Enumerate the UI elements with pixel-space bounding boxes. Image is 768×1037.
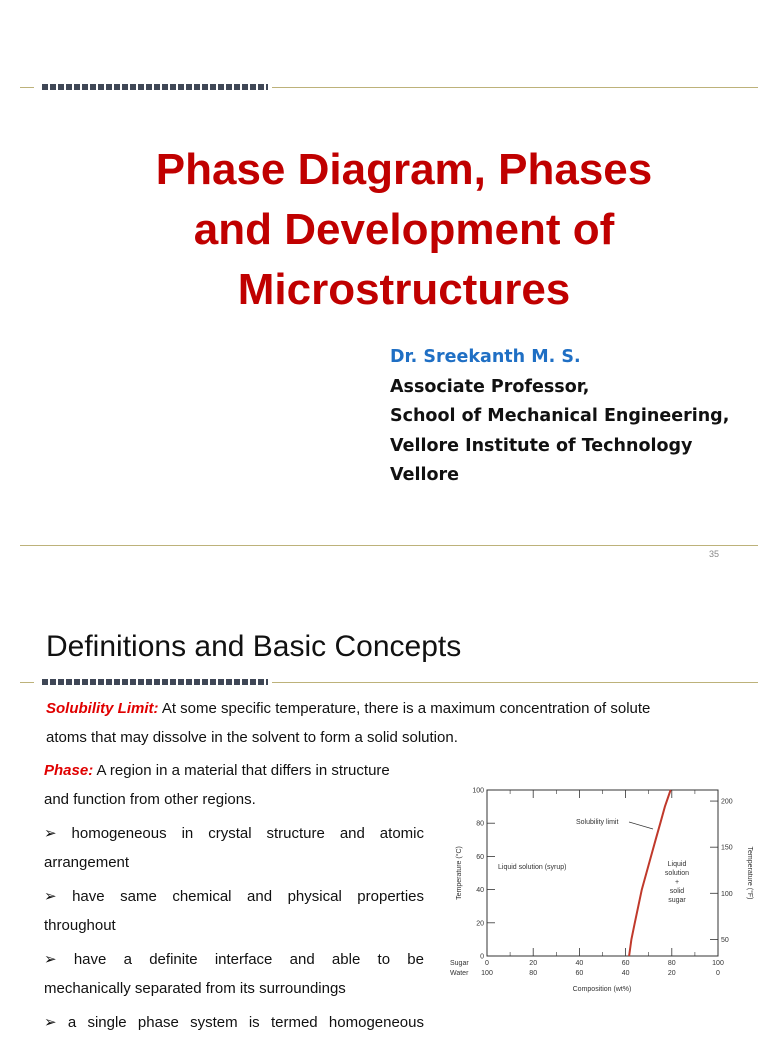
- slide-heading: Definitions and Basic Concepts: [46, 630, 462, 663]
- bullet-4: [44, 1008, 424, 1037]
- solubility-line-1: [46, 694, 726, 723]
- bullet-1-line-2: arrangement: [44, 854, 130, 871]
- x-tick-label-water: 40: [621, 970, 630, 977]
- solubility-paragraph: [46, 694, 726, 752]
- author-school: School of Mechanical Engineering,: [390, 406, 730, 426]
- x-tick-label-sugar: 60: [621, 960, 630, 967]
- author-city: Vellore: [390, 465, 459, 485]
- heading-rule-left: [20, 682, 34, 683]
- y-tick-label: 40: [476, 887, 484, 895]
- x-tick-label-water: 80: [529, 970, 538, 977]
- author-institute: Vellore Institute of Technology: [390, 435, 693, 456]
- y-right-tick-label: 50: [721, 936, 729, 944]
- y-right-tick-label: 100: [721, 890, 733, 898]
- solubility-term: Solubility Limit:: [46, 700, 159, 717]
- top-rule-left: [20, 87, 34, 88]
- bullet-2-line-2: throughout: [44, 917, 116, 934]
- slide-title: [0, 140, 768, 320]
- liquid-region-label: Liquid solution (syrup): [498, 864, 567, 871]
- x-row-label-sugar: Sugar: [450, 960, 469, 967]
- x-tick-label-sugar: 100: [712, 960, 724, 967]
- x-tick-label-water: 60: [575, 970, 584, 977]
- two-phase-region-label: [665, 861, 689, 904]
- y-tick-label: 0: [480, 953, 484, 961]
- y-tick-label: 80: [476, 820, 484, 828]
- y-tick-label: 100: [472, 787, 484, 795]
- x-axis-label: Composition (wt%): [572, 986, 632, 993]
- phase-paragraph: [44, 756, 424, 814]
- bullet-3: [44, 945, 424, 1003]
- two-phase-label-line-2: solution: [664, 870, 690, 877]
- x-tick-label-water: 0: [716, 970, 720, 977]
- heading-dash-bar: [42, 679, 268, 685]
- x-tick-label-water: 20: [667, 970, 676, 977]
- two-phase-label-line-1: Liquid: [667, 861, 687, 868]
- bullet-4-line-1: ➢ a single phase system is termed homogeneous: [44, 1014, 424, 1031]
- y-right-axis-label: Temperature (°F): [746, 846, 753, 900]
- bullet-list: [44, 819, 424, 1037]
- author-block: [390, 343, 729, 491]
- x-tick-label-sugar: 80: [667, 960, 676, 967]
- bullet-2-line-1: ➢ have same chemical and physical properties: [44, 888, 424, 905]
- title-line-2: and Development of: [193, 205, 615, 254]
- solubility-phase-diagram: [440, 778, 768, 1000]
- solubility-line-2: atoms that may dissolve in the solvent to form a solid solution.: [46, 729, 458, 746]
- bullet-3-line-2: mechanically separated from its surroundings: [44, 980, 346, 997]
- phase-line-2: and function from other regions.: [44, 791, 256, 808]
- bullet-3-line-1: ➢ have a definite interface and able to be: [44, 951, 424, 968]
- top-dash-bar: [42, 84, 268, 90]
- title-line-1: Phase Diagram, Phases: [155, 145, 653, 194]
- bullet-2: [44, 882, 424, 940]
- footer-rule: [20, 545, 758, 546]
- y-right-tick-label: 150: [721, 844, 733, 852]
- y-right-tick-label: 200: [721, 798, 733, 806]
- two-phase-label-line-4: solid: [669, 888, 685, 895]
- phase-term: Phase:: [44, 762, 94, 779]
- bullet-1-line-1: ➢ homogeneous in crystal structure and atomic: [44, 825, 424, 842]
- page-number: 35: [709, 549, 720, 559]
- author-position: Associate Professor,: [390, 376, 590, 397]
- phase-text-1: A region in a material that differs in structure: [93, 762, 390, 779]
- x-tick-label-sugar: 20: [529, 960, 538, 967]
- bullet-1: [44, 819, 424, 877]
- solubility-limit-leader: [629, 822, 653, 829]
- x-row-label-water: Water: [450, 970, 469, 977]
- author-name: Dr. Sreekanth M. S.: [390, 347, 581, 367]
- solubility-text-1: At some specific temperature, there is a maximum concentration of solute: [158, 700, 651, 717]
- x-tick-label-sugar: 40: [575, 960, 584, 967]
- title-line-3: Microstructures: [237, 265, 571, 314]
- y-axis-label: Temperature (°C): [456, 846, 463, 900]
- heading-rule-right: [272, 682, 758, 683]
- two-phase-label-line-3: +: [674, 879, 680, 886]
- y-tick-label: 20: [476, 920, 484, 928]
- x-tick-label-water: 100: [481, 970, 493, 977]
- y-tick-label: 60: [476, 853, 484, 861]
- phase-line-1: [44, 756, 424, 785]
- top-rule-right: [272, 87, 758, 88]
- x-tick-label-sugar: 0: [485, 960, 489, 967]
- solubility-limit-label: Solubility limit: [576, 819, 619, 826]
- two-phase-label-line-5: sugar: [668, 897, 686, 904]
